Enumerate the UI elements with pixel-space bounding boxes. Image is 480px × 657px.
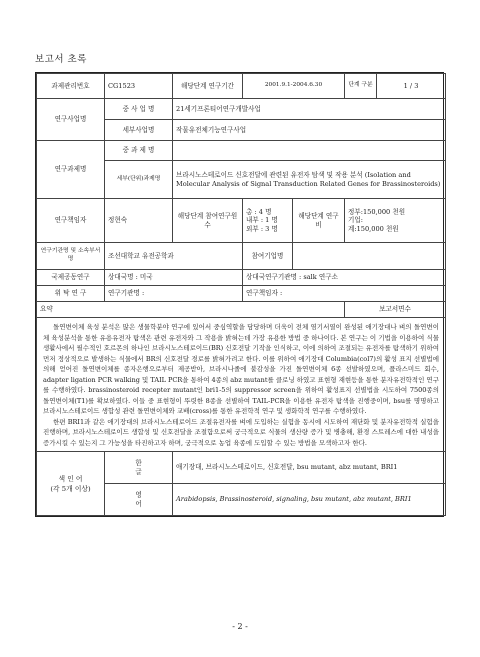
abstract-table bbox=[36, 73, 446, 516]
intl-country: 상대국명 : 미국 bbox=[105, 270, 243, 286]
project-main-value bbox=[173, 141, 446, 161]
period-label: 해당단계 연구기간 bbox=[173, 74, 243, 99]
mgmt-number-value: CG1523 bbox=[105, 74, 173, 99]
project-label: 연구과제명 bbox=[37, 141, 105, 199]
summary-paragraph-1: 돌연변이체 육성 분석은 많은 생물학분야 연구에 있어서 중심역할을 담당하며 더욱이 전체 염기서열이 완성된 애기장대나 벼의 돌연변이체 육성분석을 통한 유용유전자 탐색은 관련 유전자와 그 작용을 밝혀는데 가장 유용한 방법 중 하나이다. 본 연구는 이 기법을 이용하여 식물 생활사에서 필수적인 호르몬의 하나인 브라시노스테로이드(BR) 신호전달 기작을 인식하고, 이에 의하여 조절되는 유전자를 탐색하기 위하여 먼저 정상적으로 발생하는 식물에서 BR의 신호전달 경로를 밝혀가려고 한다. 이를 위하여 애기장대 Columbia(col7)의 활성 표지 선별법에 의해 얻어진 돌연변이체를 종자은행으로부터 제공받아, 브라시나졸에 불감성을 가진 돌연변이체 6종 선발하였으며, 플라스미드 회수, adapter ligation PCR walking 및 TAIL PCR을 통하여 4종의 abz mutant를 클로닝 하였고 표현형 재현등을 통한 분자유전학적인 연구를 수행하였다. brassinosteroid recepter mutant인 bri1-5의 suppressor screen을 위하여 활성표지 선별법을 시도하여 7500종의 돌연변이체(T1)를 확보하였다. 이들 중 표현형이 뚜렷한 8종을 선별하여 TAIL-PCR을 이용한 유전자 탐색을 진행중이며, bsu를 명명하고 브라시노스테로이드 생합성 관련 돌연변이체와 교배(cross)를 통한 유전학적 연구 및 생화학적 연구를 수행하였다. bbox=[43, 323, 439, 416]
mgmt-number-label: 과제관리번호 bbox=[37, 74, 105, 99]
consign-head: 연구책임자 : bbox=[243, 286, 446, 302]
staff-internal: 내부 : 1 명 bbox=[246, 216, 278, 225]
english-keywords-label bbox=[105, 484, 173, 516]
cost-sum-amount: 150,000 천원 bbox=[356, 224, 399, 233]
report-pages-label: 보고서면수 bbox=[345, 302, 446, 318]
stage-value: 1 / 3 bbox=[377, 74, 446, 99]
company-label: 참여기업명 bbox=[243, 243, 293, 270]
cost-sum-label: 계: bbox=[348, 224, 357, 233]
project-detail-value: 브라시노스테로이드 신호전달에 관련된 유전자 탐색 및 작용 분석 (Isolation and Molecular Analysis of Signal Transduction Related Genes for Brassinosteroids) bbox=[173, 161, 446, 199]
cost-gov-amount: 150,000 천원 bbox=[362, 207, 406, 216]
period-value: 2001.9.1-2004.6.30 bbox=[243, 74, 345, 99]
program-sub-label: 세부사업명 bbox=[105, 120, 173, 141]
program-sub-value: 작물유전체기능연구사업 bbox=[173, 120, 446, 141]
institution-label: 연구기관명 및 소속부서명 bbox=[37, 243, 105, 270]
program-mid-value: 21세기프론티어연구개발사업 bbox=[173, 99, 446, 120]
korean-keywords: 애기장대, 브라시노스테로이드, 신호전달, bsu mutant, abz mutant, BRI1 bbox=[173, 452, 446, 484]
report-heading: 보고서 초록 bbox=[35, 54, 87, 65]
korean-label-char1: 한 bbox=[135, 459, 142, 468]
researcher-label: 연구책임자 bbox=[37, 199, 105, 243]
english-label-char2: 어 bbox=[135, 499, 142, 508]
page-number: - 2 - bbox=[232, 622, 248, 631]
intl-label: 국제공동연구 bbox=[37, 270, 105, 286]
keywords-label-line1: 색 인 어 bbox=[58, 474, 83, 483]
staff-count-label: 해당단계 참여연구원수 bbox=[173, 199, 243, 243]
researcher-name: 정현숙 bbox=[105, 199, 173, 243]
project-detail-label: 세부(단위)과제명 bbox=[105, 161, 173, 199]
keywords-label bbox=[37, 452, 105, 516]
report-abstract-form bbox=[35, 72, 444, 517]
summary-body bbox=[37, 318, 446, 452]
staff-total: 총 : 4 명 bbox=[246, 207, 272, 216]
consign-label: 위 탁 연 구 bbox=[37, 286, 105, 302]
company-value bbox=[293, 243, 446, 270]
korean-keywords-label bbox=[105, 452, 173, 484]
cost-values bbox=[345, 199, 446, 243]
summary-label: 요약 bbox=[37, 302, 345, 318]
intl-institution: 상대국연구기관명 : salk 연구소 bbox=[243, 270, 446, 286]
program-label: 연구사업명 bbox=[37, 99, 105, 141]
korean-label-char2: 글 bbox=[135, 467, 142, 476]
staff-external: 외부 : 3 명 bbox=[246, 224, 278, 233]
cost-label: 해당단계 연구비 bbox=[293, 199, 345, 243]
cost-corp-label: 기업: bbox=[348, 216, 363, 225]
project-main-label: 중 과 제 명 bbox=[105, 141, 173, 161]
stage-label: 단계 구분 bbox=[345, 74, 377, 99]
english-keywords: Arabidopsis, Brassinosteroid, signaling, bsu mutant, abz mutant, BRI1 bbox=[173, 484, 446, 516]
institution-value: 조선대학교 유전공학과 bbox=[105, 243, 243, 270]
program-mid-label: 중 사 업 명 bbox=[105, 99, 173, 120]
consign-institution: 연구기관명 : bbox=[105, 286, 243, 302]
cost-gov-label: 정부: bbox=[348, 207, 363, 216]
staff-counts bbox=[243, 199, 293, 243]
english-label-char1: 영 bbox=[135, 491, 142, 500]
keywords-label-line2: (각 5개 이상) bbox=[50, 484, 91, 493]
summary-paragraph-2: 한편 BRI1과 같은 애기장대의 브라시노스테로이드 조절유전자를 벼에 도입하는 실험을 동시에 시도하여 재단화 및 분자유전학적 실험을 진행하며, 브라시노스테로이드 생합성 및 신호전달을 조절함으로써 궁극적으로 식물의 생산량 증가 및 병충해, 환경 스트레스에 대한 내성을 증가시킬 수 있는지 그 가능성을 타진하고자 하며, 궁극적으로 농업 육종에 도입할 수 있는 방법을 모색하고자 한다. bbox=[43, 417, 439, 447]
